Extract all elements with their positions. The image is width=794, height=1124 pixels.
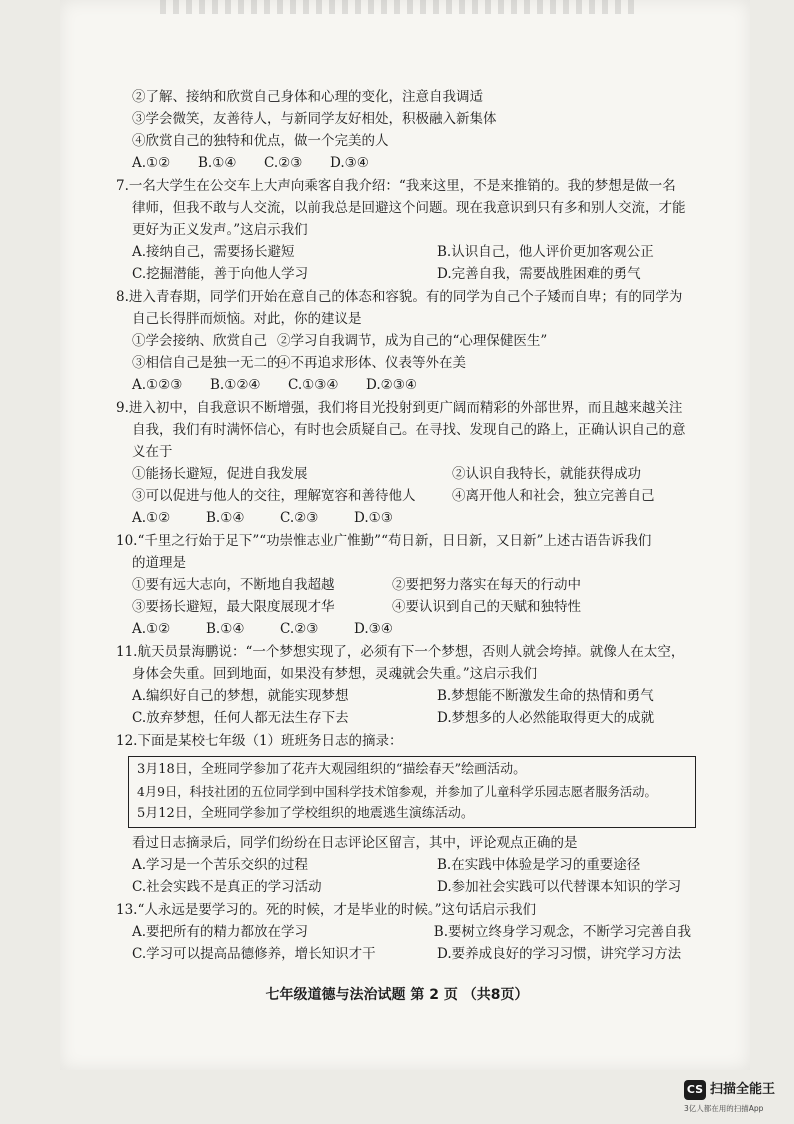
choice-d: D.②③④ — [366, 377, 417, 393]
choice-a: A.①② — [132, 510, 171, 526]
choice-b: B.①④ — [198, 155, 237, 171]
class-log-box — [128, 756, 696, 828]
item-2: ②要把努力落实在每天的行动中 — [392, 577, 581, 593]
item-1: ①学会接纳、欣赏自己 — [132, 333, 267, 349]
q13-choices-cd — [116, 943, 691, 965]
choice-d: D.③④ — [330, 155, 369, 171]
q9-items-34 — [116, 485, 691, 507]
item-3: ③可以促进与他人的交往，理解宽容和善待他人 — [132, 488, 416, 504]
choice-d: D.①③ — [354, 510, 393, 526]
choice-a: A.①② — [132, 621, 171, 637]
item-4: ④不再追求形体、仪表等外在美 — [277, 355, 466, 371]
item-3: ③相信自己是独一无二的 — [132, 355, 281, 371]
choice-b: B.①②④ — [210, 377, 261, 393]
q10-choices — [116, 618, 691, 640]
choice-c: C.放弃梦想，任何人都无法生存下去 — [132, 710, 349, 726]
choice-a: A.①②③ — [132, 377, 183, 393]
choice-b: B.①④ — [206, 621, 245, 637]
q12-choices-ab — [116, 854, 691, 876]
q13-stem: 13.“人永远是要学习的。死的时候，才是毕业的时候。”这句话启示我们 — [116, 902, 537, 918]
log-entry: 3月18日，全班同学参加了花卉大观园组织的“描绘春天”绘画活动。 — [137, 762, 527, 777]
q9-items-12 — [116, 463, 691, 485]
q10-stem-1: 10.“千里之行始于足下”“功崇惟志业广惟勤”“苟日新，日日新，又日新”上述古语告诉我们 — [116, 533, 652, 549]
choice-c: C.②③ — [280, 510, 319, 526]
item-4: ④离开他人和社会，独立完善自己 — [452, 488, 655, 504]
watermark-name: 扫描全能王 — [710, 1082, 776, 1097]
choice-c: C.社会实践不是真正的学习活动 — [132, 879, 322, 895]
q10-items-34 — [116, 596, 691, 618]
binding-holes — [160, 0, 640, 14]
q7-stem-3: 更好为正义发声。”这启示我们 — [132, 222, 308, 238]
q13-choices-ab — [116, 921, 691, 943]
option-4: ④欣赏自己的独特和优点，做一个完美的人 — [132, 133, 389, 149]
q8-choices — [116, 374, 691, 396]
option-2: ②了解、接纳和欣赏自己身体和心理的变化，注意自我调适 — [132, 89, 483, 105]
option-3: ③学会微笑，友善待人，与新同学友好相处，积极融入新集体 — [132, 111, 497, 127]
choice-d: D.参加社会实践可以代替课本知识的学习 — [437, 879, 682, 895]
choice-d: D.③④ — [354, 621, 393, 637]
log-entry: 4月9日，科技社团的五位同学到中国科学技术馆参观，并参加了儿童科学乐园志愿者服务活动。 — [137, 785, 657, 799]
q8-items-34 — [116, 352, 691, 374]
choice-d: D.梦想多的人必然能取得更大的成就 — [437, 710, 655, 726]
q9-stem-2: 自我，我们有时满怀信心，有时也会质疑自己。在寻找、发现自己的路上，正确认识自己的意 — [132, 422, 686, 438]
choice-d: D.完善自我，需要战胜困难的勇气 — [437, 266, 641, 282]
choice-b: B.在实践中体验是学习的重要途径 — [437, 857, 641, 873]
choice-c: C.②③ — [264, 155, 303, 171]
choice-b: B.梦想能不断激发生命的热情和勇气 — [437, 688, 654, 704]
item-1: ①要有远大志向，不断地自我超越 — [132, 577, 335, 593]
q8-stem-2: 自己长得胖而烦恼。对此，你的建议是 — [132, 311, 362, 327]
choice-b: B.要树立终身学习观念，不断学习完善自我 — [433, 924, 691, 940]
q11-stem-1: 11.航天员景海鹏说：“一个梦想实现了，必须有下一个梦想，否则人就会垮掉。就像人在太空， — [116, 644, 685, 660]
camscanner-logo-icon: CS — [684, 1080, 706, 1100]
question-content — [116, 86, 691, 965]
choice-c: C.挖掘潜能，善于向他人学习 — [132, 266, 309, 282]
item-2: ②学习自我调节，成为自己的“心理保健医生” — [277, 333, 548, 349]
choice-a: A.学习是一个苦乐交织的过程 — [132, 857, 309, 873]
q12-stem-2: 看过日志摘录后，同学们纷纷在日志评论区留言，其中，评论观点正确的是 — [132, 835, 578, 851]
q9-choices — [116, 507, 691, 529]
q11-stem-2: 身体会失重。回到地面，如果没有梦想，灵魂就会失重。”这启示我们 — [132, 666, 538, 682]
watermark-tagline: 3亿人都在用的扫描App — [684, 1104, 764, 1113]
choice-a: A.要把所有的精力都放在学习 — [132, 924, 309, 940]
item-4: ④要认识到自己的天赋和独特性 — [392, 599, 581, 615]
q11-choices-ab — [116, 685, 691, 707]
q10-items-12 — [116, 574, 691, 596]
q9-stem-1: 9.进入初中，自我意识不断增强，我们将目光投射到更广阔而精彩的外部世界，而且越来越关注 — [116, 400, 683, 416]
q12-choices-cd — [116, 876, 691, 898]
item-2: ②认识自我特长，就能获得成功 — [452, 466, 641, 482]
choice-b: B.①④ — [206, 510, 245, 526]
choice-d: D.要养成良好的学习习惯，讲究学习方法 — [437, 946, 682, 962]
item-3: ③要扬长避短，最大限度展现才华 — [132, 599, 335, 615]
q9-stem-3: 义在于 — [132, 444, 173, 460]
choice-a: A.接纳自己，需要扬长避短 — [132, 244, 295, 260]
choice-c: C.①③④ — [288, 377, 339, 393]
choice-b: B.认识自己，他人评价更加客观公正 — [437, 244, 654, 260]
q7-stem-2: 律师，但我不敢与人交流，以前我总是回避这个问题。现在我意识到只有多和别人交流，才能 — [132, 200, 686, 216]
q8-stem-1: 8.进入青春期，同学们开始在意自己的体态和容貌。有的同学为自己个子矮而自卑；有的同学为 — [116, 289, 683, 305]
q12-stem-1: 12.下面是某校七年级（1）班班务日志的摘录： — [116, 733, 403, 749]
choice-c: C.②③ — [280, 621, 319, 637]
q7-choices-cd — [116, 263, 691, 285]
q7-stem-1: 7.一名大学生在公交车上大声向乘客自我介绍：“我来这里，不是来推销的。我的梦想是做一名 — [116, 178, 676, 194]
item-1: ①能扬长避短，促进自我发展 — [132, 466, 308, 482]
q8-items-12 — [116, 330, 691, 352]
log-entry: 5月12日，全班同学参加了学校组织的地震逃生演练活动。 — [137, 806, 474, 821]
q10-stem-2: 的道理是 — [132, 555, 186, 571]
q11-choices-cd — [116, 707, 691, 729]
page-footer: 七年级道德与法治试题 第 2 页 （共8页） — [265, 987, 529, 1003]
choice-c: C.学习可以提高品德修养，增长知识才干 — [132, 946, 376, 962]
choice-a: A.编织好自己的梦想，就能实现梦想 — [132, 688, 349, 704]
q6-choices — [116, 152, 691, 174]
q7-choices-ab — [116, 241, 691, 263]
choice-a: A.①② — [132, 155, 171, 171]
